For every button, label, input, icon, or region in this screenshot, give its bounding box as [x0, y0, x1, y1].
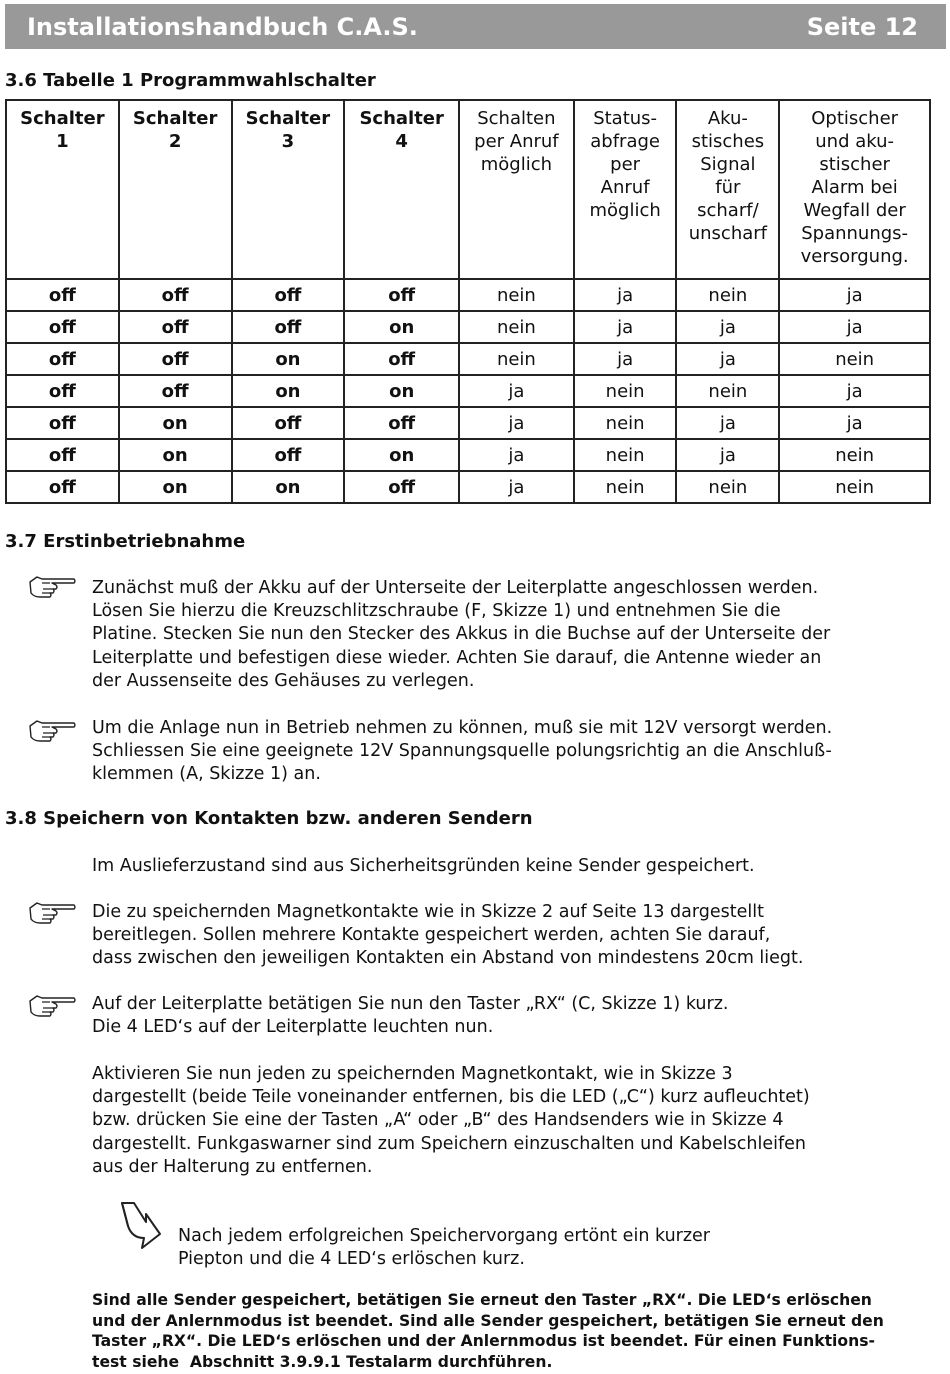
table-cell: ja — [779, 375, 930, 407]
table-row — [6, 279, 930, 311]
switch-table — [5, 99, 931, 504]
page-number: Seite 12 — [806, 13, 918, 41]
table-cell: ja — [459, 407, 574, 439]
note-beep: Nach jedem erfolgreichen Speichervorgang ertönt ein kurzer Piepton und die 4 LED‘s erlöschen kurz. — [178, 1226, 710, 1270]
header-cell: Status- abfrage per Anruf möglich — [574, 100, 677, 279]
table-body — [6, 279, 930, 503]
table-cell: ja — [574, 343, 677, 375]
table-cell: nein — [574, 471, 677, 503]
header-cell: Optischer und aku- stischer Alarm bei Wegfall der Spannungs- versorgung. — [779, 100, 930, 279]
table-cell: ja — [779, 407, 930, 439]
table-cell: off — [119, 279, 232, 311]
pointing-hand-icon — [28, 574, 76, 600]
table-cell: off — [344, 279, 459, 311]
table-cell: off — [6, 407, 119, 439]
page-header — [5, 4, 946, 49]
paragraph-activate-contacts: Aktivieren Sie nun jeden zu speichernden Magnetkontakt, wie in Skizze 3 dargestellt (beide Teile voneinander entfernen, bis die LED („C“) kurz aufleuchtet) bzw. drücken Sie eine der Tasten „A“ oder „B“ des Handsenders wie in Skizze 4 dargestellt. Funkgaswarner sind zum Speichern einzuschalten und Kabelschleifen aus der Halterung zu entfernen. — [92, 1064, 810, 1177]
table-cell: off — [119, 311, 232, 343]
header-cell: Schalter 2 — [119, 100, 232, 279]
table-cell: ja — [574, 279, 677, 311]
paragraph-rx-button: Auf der Leiterplatte betätigen Sie nun den Taster „RX“ (C, Skizze 1) kurz. Die 4 LED‘s auf der Leiterplatte leuchten nun. — [92, 994, 729, 1038]
table-cell: nein — [779, 343, 930, 375]
table-cell: off — [6, 279, 119, 311]
table-cell: off — [6, 375, 119, 407]
paragraph-finish: Sind alle Sender gespeichert, betätigen Sie erneut den Taster „RX“. Die LED‘s erlöschen und der Anlernmodus ist beendet. Sind alle Sender gespeichert, betätigen Sie erneut den Taster „RX“. Die LED‘s erlöschen und der Anlernmodus ist beendet. Für einen Funktions- test siehe Abschnitt 3.9.9.1 Testalarm durchführen. — [92, 1291, 884, 1371]
table-cell: ja — [779, 279, 930, 311]
paragraph-power: Um die Anlage nun in Betrieb nehmen zu können, muß sie mit 12V versorgt werden. Schliessen Sie eine geeignete 12V Spannungsquelle polungsrichtig an die Anschluß- klemmen (A, Skizze 1) an. — [92, 718, 833, 785]
table-cell: nein — [459, 343, 574, 375]
table-cell: ja — [459, 375, 574, 407]
header-cell: Aku- stisches Signal für scharf/ unscharf — [676, 100, 779, 279]
document-title: Installationshandbuch C.A.S. — [27, 13, 418, 41]
table-cell: on — [119, 439, 232, 471]
table-cell: ja — [574, 311, 677, 343]
table-cell: ja — [459, 471, 574, 503]
table-cell: nein — [459, 311, 574, 343]
table-cell: off — [119, 343, 232, 375]
table-cell: ja — [676, 343, 779, 375]
table-cell: nein — [779, 439, 930, 471]
paragraph-magnet-contacts: Die zu speichernden Magnetkontakte wie in Skizze 2 auf Seite 13 dargestellt bereitlegen. Sollen mehrere Kontakte gespeichert werden, achten Sie darauf, dass zwischen den jeweiligen Kontakten ein Abstand von mindestens 20cm liegt. — [92, 902, 804, 969]
table-cell: on — [119, 407, 232, 439]
table-cell: off — [344, 343, 459, 375]
table-cell: nein — [779, 471, 930, 503]
table-cell: on — [232, 375, 345, 407]
table-row — [6, 311, 930, 343]
pointing-hand-icon — [28, 718, 76, 744]
arrow-right-icon — [118, 1200, 162, 1252]
table-cell: ja — [676, 407, 779, 439]
section-heading-3-8: 3.8 Speichern von Kontakten bzw. anderen Sendern — [5, 808, 533, 829]
table-row — [6, 439, 930, 471]
table-cell: ja — [676, 311, 779, 343]
table-cell: on — [232, 343, 345, 375]
table-cell: nein — [574, 439, 677, 471]
table-cell: nein — [459, 279, 574, 311]
table-cell: ja — [459, 439, 574, 471]
header-cell: Schalter 1 — [6, 100, 119, 279]
table-cell: off — [232, 407, 345, 439]
header-cell: Schalter 4 — [344, 100, 459, 279]
table-cell: on — [344, 375, 459, 407]
table-cell: nein — [676, 375, 779, 407]
table-row — [6, 375, 930, 407]
table-header-row — [6, 100, 930, 279]
table-cell: off — [119, 375, 232, 407]
paragraph-delivery-state: Im Auslieferzustand sind aus Sicherheitsgründen keine Sender gespeichert. — [92, 856, 755, 876]
table-cell: on — [344, 311, 459, 343]
table-cell: nein — [676, 471, 779, 503]
table-cell: off — [232, 439, 345, 471]
paragraph-akku: Zunächst muß der Akku auf der Unterseite der Leiterplatte angeschlossen werden. Lösen Sie hierzu die Kreuzschlitzschraube (F, Skizze 1) und entnehmen Sie die Platine. Stecken Sie nun den Stecker des Akkus in die Buchse auf der Unterseite der Leiterplatte und befestigen diese wieder. Achten Sie darauf, die Antenne wieder an der Aussenseite des Gehäuses zu verlegen. — [92, 578, 831, 691]
table-cell: ja — [779, 311, 930, 343]
table-row — [6, 343, 930, 375]
table-row — [6, 407, 930, 439]
table-cell: on — [232, 471, 345, 503]
section-heading-3-6: 3.6 Tabelle 1 Programmwahlschalter — [5, 70, 376, 91]
table-cell: nein — [676, 279, 779, 311]
table-cell: off — [6, 311, 119, 343]
table-cell: off — [344, 471, 459, 503]
pointing-hand-icon — [28, 993, 76, 1019]
table-cell: off — [344, 407, 459, 439]
table-cell: on — [344, 439, 459, 471]
table-cell: off — [232, 279, 345, 311]
table-cell: off — [6, 439, 119, 471]
table-cell: nein — [574, 407, 677, 439]
header-cell: Schalten per Anruf möglich — [459, 100, 574, 279]
table-cell: nein — [574, 375, 677, 407]
table-cell: off — [6, 343, 119, 375]
header-cell: Schalter 3 — [232, 100, 345, 279]
table-cell: on — [119, 471, 232, 503]
table-cell: ja — [676, 439, 779, 471]
pointing-hand-icon — [28, 900, 76, 926]
table-row — [6, 471, 930, 503]
table-cell: off — [6, 471, 119, 503]
section-heading-3-7: 3.7 Erstinbetriebnahme — [5, 531, 246, 552]
table-cell: off — [232, 311, 345, 343]
